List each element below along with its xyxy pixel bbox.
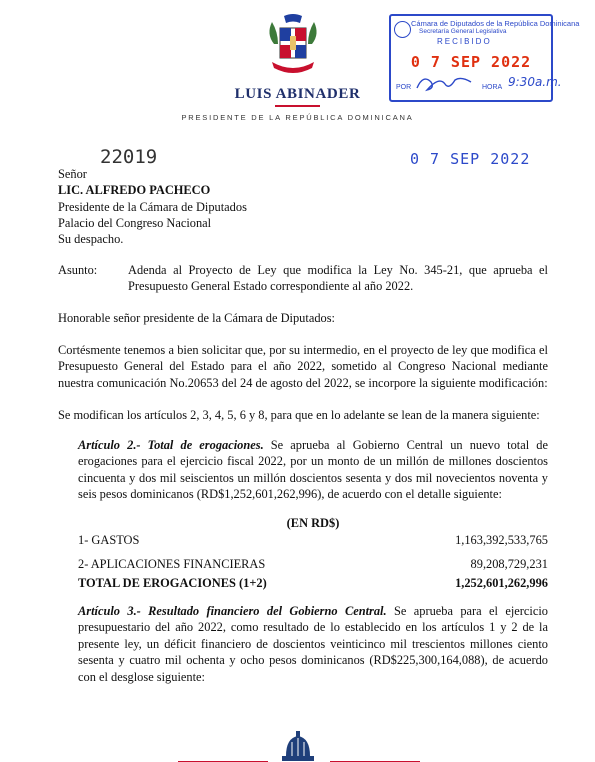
article-3 — [78, 603, 548, 685]
president-title: PRESIDENTE DE LA REPÚBLICA DOMINICANA — [181, 113, 414, 122]
subject-text: Adenda al Proyecto de Ley que modifica la Ley No. 345-21, que aprueba el Presupuesto General Estado correspondiente al año 2022. — [128, 263, 548, 294]
stamp-secretariat: Secretaría General Legislativa — [419, 28, 507, 35]
addressee-line2: Palacio del Congreso Nacional — [58, 216, 212, 230]
total-value: 1,252,601,262,996 — [455, 576, 548, 590]
seal-icon — [394, 21, 411, 38]
article-2 — [78, 437, 548, 503]
stamp-por-label: POR — [396, 84, 412, 91]
president-name: LUIS ABINADER — [234, 86, 361, 102]
article-3-heading: Artículo 3.- Resultado financiero del Gobierno Central. — [78, 604, 387, 618]
article-2-body: Se aprueba al Gobierno Central un nuevo total de erogaciones para el ejercicio fiscal 2022, por un monto de un millón de millones doscientos cincuenta y dos mil seiscientos un millón doscientos sesenta y dos mil novecientos noventa y seis pesos dominicanos (RD$1,252,601,262,996), de acuerdo con el detalle siguiente: — [78, 438, 548, 502]
document-number: 22019 — [100, 146, 158, 168]
palace-dome-icon — [270, 730, 326, 762]
addressee-name: LIC. ALFREDO PACHECO — [58, 183, 211, 197]
coat-of-arms-icon — [264, 14, 322, 78]
addressee-line3: Su despacho. — [58, 232, 124, 246]
reception-stamp — [389, 14, 580, 102]
article-2-heading: Artículo 2.- Total de erogaciones. — [78, 438, 264, 452]
stamp-hora-label: HORA — [482, 84, 503, 91]
row-value: 89,208,729,231 — [470, 557, 548, 571]
salutation: Señor — [58, 167, 87, 181]
row-label: 2- APLICACIONES FINANCIERAS — [78, 557, 266, 571]
stamp-date: 0 7 SEP 2022 — [410, 53, 532, 71]
stamp-chamber: Cámara de Diputados de la República Dominicana — [411, 19, 580, 28]
paragraph-1: Cortésmente tenemos a bien solicitar que, por su intermedio, en el proyecto de ley que modifica el Presupuesto General del Estado para el año 2022, sometido al Congreso Nacional mediante nuestra comunicación No.20653 del 24 de agosto del 2022, se incorpore la siguiente modificación: — [58, 343, 548, 390]
stamp-hora-value: 9:30a.m. — [508, 75, 562, 89]
addressee-line1: Presidente de la Cámara de Diputados — [58, 200, 247, 214]
row-label: 1- GASTOS — [78, 533, 140, 547]
stamp-received: RECIBIDO — [437, 37, 492, 46]
signature-icon — [413, 72, 475, 94]
greeting: Honorable señor presidente de la Cámara de Diputados: — [58, 311, 335, 325]
table-unit: (EN RD$) — [286, 516, 340, 530]
article-3-body: Se aprueba para el ejercicio presupuestario del año 2022, como resultado de lo establecido en los artículos 1 y 2 de la presente ley, un déficit financiero de doscientos veinticinco mil trescientos millones ciento sesenta y cuatro mil ochenta y ocho pesos dominicanos (RD$225,300,164,088), de acuerdo con el desglose siguiente: — [78, 604, 548, 684]
paragraph-2: Se modifican los artículos 2, 3, 4, 5, 6 y 8, para que en lo adelante se lean de la manera siguiente: — [58, 408, 540, 422]
date-stamp: 0 7 SEP 2022 — [410, 150, 531, 168]
row-value: 1,163,392,533,765 — [455, 533, 548, 547]
subject-label: Asunto: — [58, 263, 98, 277]
header-rule — [275, 105, 320, 107]
total-label: TOTAL DE EROGACIONES (1+2) — [78, 576, 267, 590]
